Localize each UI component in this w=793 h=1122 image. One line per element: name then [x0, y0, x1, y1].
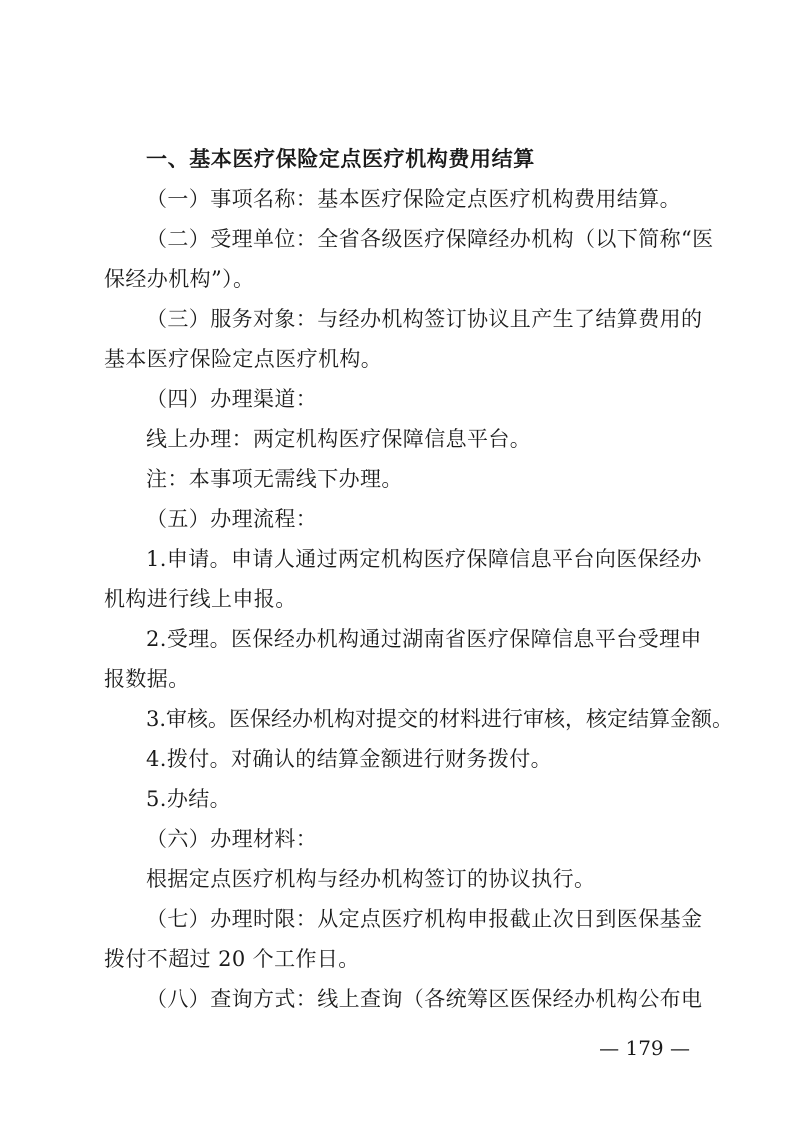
paragraph-line: （六）办理材料：: [146, 827, 318, 851]
paragraph-line: 1.申请。申请人通过两定机构医疗保障信息平台向医保经办: [146, 547, 702, 571]
page-number: — 179 —: [599, 1036, 690, 1060]
paragraph-line: （五）办理流程：: [146, 507, 318, 531]
paragraph-line: 4.拨付。对确认的结算金额进行财务拨付。: [146, 747, 553, 771]
paragraph-line: （一）事项名称：基本医疗保险定点医疗机构费用结算。: [146, 187, 681, 211]
paragraph-line: （二）受理单位：全省各级医疗保障经办机构（以下简称“医: [146, 227, 714, 251]
section-heading: 一、基本医疗保险定点医疗机构费用结算: [146, 147, 535, 171]
paragraph-line: 根据定点医疗机构与经办机构签订的协议执行。: [146, 867, 596, 891]
paragraph-line: 注：本事项无需线下办理。: [146, 467, 403, 491]
paragraph-line: 5.办结。: [146, 787, 232, 811]
paragraph-line: 保经办机构”）。: [104, 267, 255, 291]
paragraph-line: （七）办理时限：从定点医疗机构申报截止次日到医保基金: [146, 907, 703, 931]
paragraph-line: （四）办理渠道：: [146, 387, 318, 411]
paragraph-line: 拨付不超过 20 个工作日。: [104, 947, 360, 971]
paragraph-line: 基本医疗保险定点医疗机构。: [104, 347, 383, 371]
paragraph-line: 线上办理：两定机构医疗保障信息平台。: [146, 427, 532, 451]
paragraph-line: （八）查询方式：线上查询（各统筹区医保经办机构公布电: [146, 987, 703, 1011]
paragraph-line: （三）服务对象：与经办机构签订协议且产生了结算费用的: [146, 307, 703, 331]
paragraph-line: 报数据。: [104, 667, 190, 691]
paragraph-line: 2.受理。医保经办机构通过湖南省医疗保障信息平台受理申: [146, 627, 702, 651]
paragraph-line: 3.审核。医保经办机构对提交的材料进行审核，核定结算金额。: [146, 707, 734, 731]
paragraph-line: 机构进行线上申报。: [104, 587, 297, 611]
